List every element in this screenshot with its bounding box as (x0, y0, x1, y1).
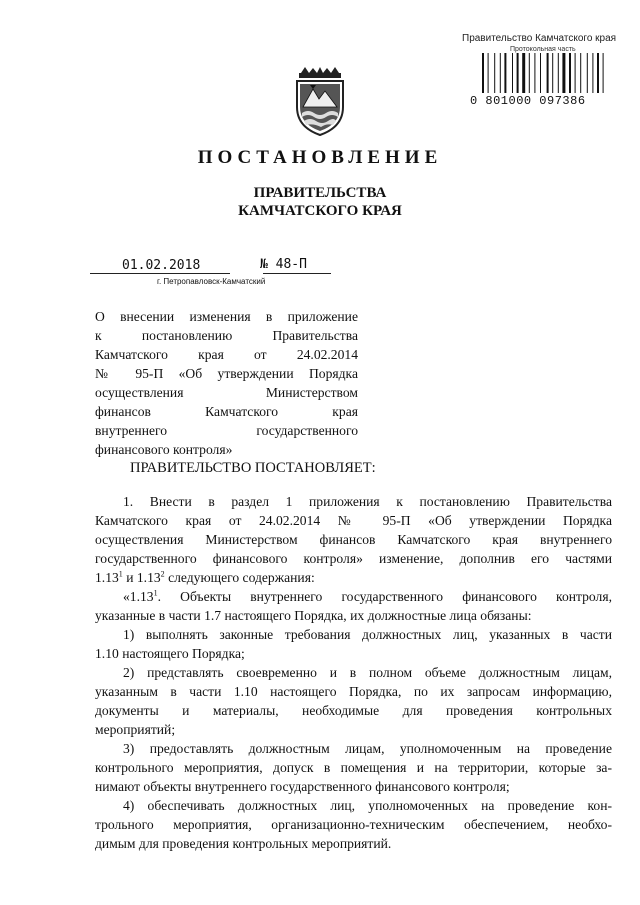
superscript: 2 (160, 569, 165, 579)
body-line: трольного мероприятия, организационно-техническим обеспечением, необхо- (95, 817, 612, 832)
text-fragment: и 1.13 (122, 570, 161, 585)
body-line: контрольного мероприятия, допуск в помещения и на территории, которые за- (95, 760, 612, 775)
body-line: 1.10 настоящего Порядка; (95, 646, 245, 661)
text-fragment: «1.13 (123, 589, 154, 604)
issuer-title-line1: ПРАВИТЕЛЬСТВА (253, 185, 387, 201)
text-fragment: следующего содержания: (164, 570, 315, 585)
body-line: 1) выполнять законные требования должностных лиц, указанных в части (123, 627, 612, 642)
body-line: осуществления Министерством финансов Камчатского края внутреннего (95, 532, 612, 547)
body-line (95, 568, 612, 587)
document-type-title: ПОСТАНОВЛЕНИЕ (197, 147, 443, 168)
body-line: документы и материалы, необходимые для проведения контрольных (95, 703, 612, 718)
subject-line: осуществления Министерством (95, 385, 358, 400)
number-underline (263, 273, 331, 274)
date-underline (90, 273, 230, 274)
subject-line: к постановлению Правительства (95, 328, 358, 343)
text-fragment: 1.13 (95, 570, 119, 585)
text-fragment: . Объекты внутреннего государственного финансового контроля, (157, 589, 612, 604)
superscript: 1 (118, 569, 123, 579)
registry-stamp-title: Правительство Камчатского края (462, 33, 617, 44)
body-line: Камчатского края от 24.02.2014 № 95-П «Об утверждении Порядка (95, 513, 612, 528)
body-line: димым для проведения контрольных мероприятий. (95, 836, 392, 851)
body-line: государственного финансового контроля» изменение, дополнив его частями (95, 551, 612, 566)
subject-line: финансов Камчатского края (95, 404, 358, 419)
body-line: мероприятий; (95, 722, 176, 737)
subject-line: внутреннего государственного (95, 423, 358, 438)
barcode-number: 0 801000 097386 (470, 94, 586, 108)
document-number: № 48-П (260, 257, 307, 272)
issuer-title-line2: КАМЧАТСКОГО КРАЯ (238, 203, 402, 219)
document-subject (95, 307, 358, 459)
subject-line: О внесении изменения в приложение (95, 309, 358, 324)
subject-line: Камчатского края от 24.02.2014 (95, 347, 358, 362)
body-line: 4) обеспечивать должностных лиц, уполномоченных на проведение кон- (123, 798, 612, 813)
body-line: нимают объекты внутреннего государственного финансового контроля; (95, 779, 510, 794)
body-line: указанные в части 1.7 настоящего Порядка, их должностные лица обязаны: (95, 608, 532, 623)
body-line: 1. Внести в раздел 1 приложения к постановлению Правительства (123, 494, 612, 509)
subject-line: финансового контроля» (95, 442, 233, 457)
body-line: 2) представлять своевременно и в полном объеме должностным лицам, (123, 665, 612, 680)
superscript: 1 (153, 588, 158, 598)
subject-line: № 95-П «Об утверждении Порядка (95, 366, 358, 381)
body-line: указанным в части 1.10 настоящего Порядка, по их запросам информацию, (95, 684, 612, 699)
body-line: 3) предоставлять должностным лицам, уполномоченным на проведение (123, 741, 612, 756)
document-city: г. Петропавловск-Камчатский (157, 277, 266, 286)
decree-heading: ПРАВИТЕЛЬСТВО ПОСТАНОВЛЯЕТ: (130, 460, 376, 476)
body-line (95, 587, 612, 606)
registry-stamp-subtitle: Протокольная часть (510, 46, 576, 53)
document-date: 01.02.2018 (122, 258, 201, 273)
barcode-icon (482, 53, 606, 93)
kamchatka-coat-of-arms-icon (291, 67, 349, 137)
document-body (95, 492, 612, 853)
